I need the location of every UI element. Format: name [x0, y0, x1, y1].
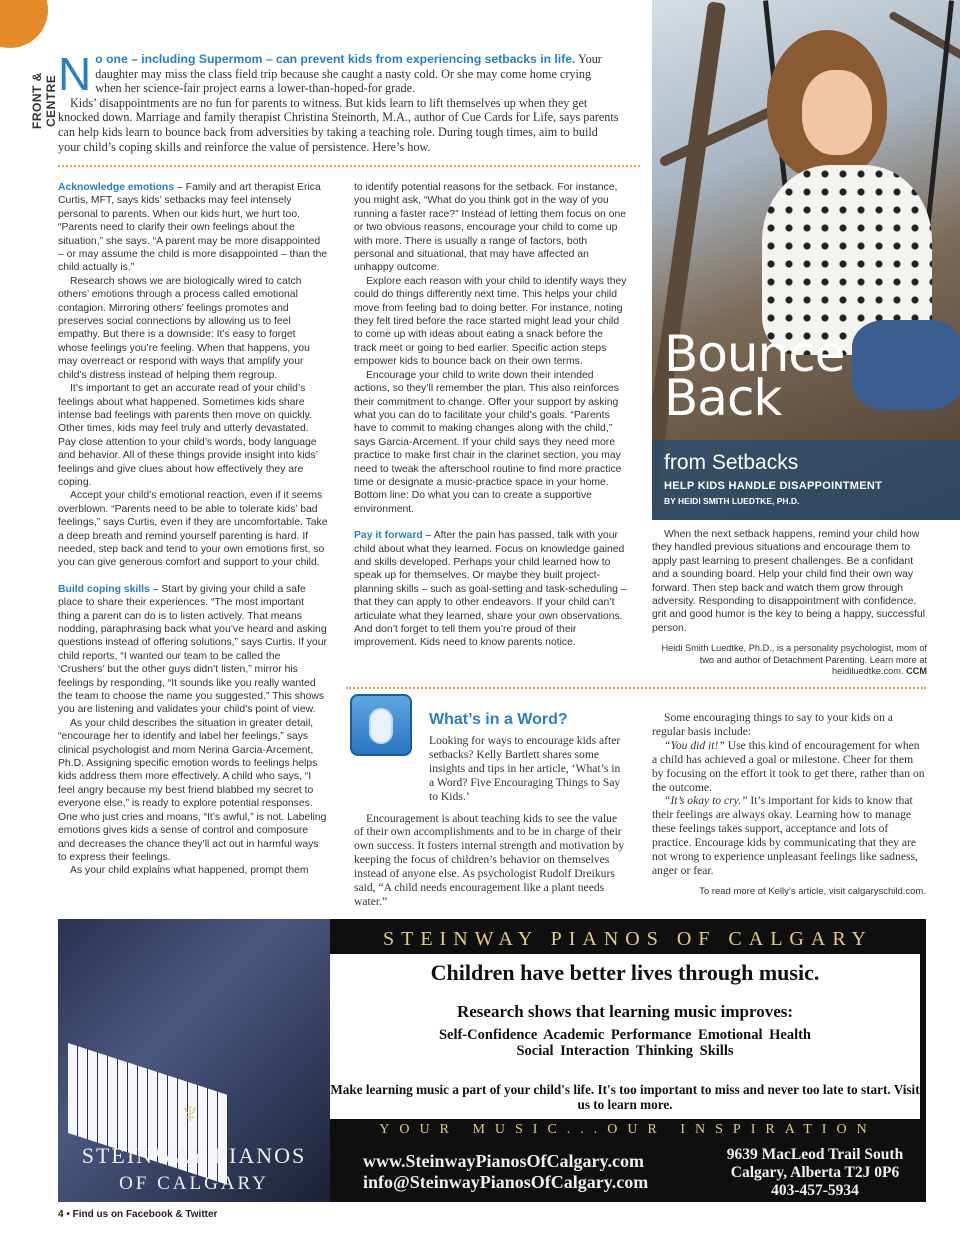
author-bio: Heidi Smith Luedtke, Ph.D., is a personality psychologist, mom of two and author of Detachment Parenting. Learn more at heidiluedtke.com. CCM: [661, 643, 927, 676]
paragraph: It’s important to get an accurate read of your child’s feelings about what happened. Sometimes kids share intense bad feelings with parents then move on quickly. Other times, kids may feel truly and utterly devastated. Pay close attention to your child’s words, body language and behavior. All of these things provide insight into kids’ feelings and give clues about how effectively they are coping.: [58, 383, 318, 488]
column-2: [354, 181, 628, 650]
paragraph: Research shows we are biologically wired to catch others’ emotions through a process called emotional contagion. Mirroring others’ feelings promotes and preserves social connections by allowing us to feel empathy. But there is a downside: It’s easy to forget whose feelings you’re feeling. When that happens, you may overreact or respond with ways that amplify your child’s distress instead of helping them regroup.: [58, 275, 310, 381]
paragraph: As your child explains what happened, prompt them: [70, 865, 309, 877]
ad-address: 9639 MacLeod Trail South Calgary, Alberta T2J 0P6 403-457-5934: [710, 1146, 920, 1200]
paragraph: As your child describes the situation in greater detail, “encourage her to identify and label her feelings,” says clinical psychologist and mom Nerina Garcia-Arcement, Ph.D. Assigning specific emotion words to feelings helps kids address them more effectively. A child who says, “I feel angry because my best friend blabbed my secret to everyone else,” is ready to explore potential responses. One who just cries and moans, “It’s awful,” is not. Labeling emotions gives kids a sense of control and composure and decreases the chance they’ll act out in harmful ways to express their feelings.: [58, 717, 327, 863]
sidebar-column-2: Some encouraging things to say to your kids on a regular basis include: “You did it!” Use this kind of encouragement for when a child has achieved a goal or milestone. Cheer for them by focusing on the effort it took to get there, rather than on the outcome. “It’s okay to cry.” It’s important for kids to know that their feelings are always okay. Learning how to manage these feelings takes support, acceptance and lots of practice. Encourage kids by communicating that they are not wrong to experience unpleasant feelings like sadness, anger or fear.: [652, 711, 927, 878]
paragraph: Encouragement is about teaching kids to see the value of their own accomplishments and to be in charge of their own success. It fosters internal strength and motivation by keeping the focus of children’s behavior on themselves instead of anyone else. As psychologist Rudolf Dreikurs said, “A child needs encouragement like a plant needs water.”: [354, 811, 625, 908]
ad-message-box: [330, 954, 920, 1119]
page-footer: 4 • Find us on Facebook & Twitter: [58, 1209, 218, 1220]
ad-website-link[interactable]: www.SteinwayPianosOfCalgary.com: [363, 1151, 644, 1171]
quote-you-did-it: “You did it!”: [664, 738, 725, 752]
intro-p1: Your daughter may miss the class field trip because she caught a nasty cold. Or she may come home crying when her science-fair project earns a lower-than-hoped-for grade.: [95, 52, 602, 96]
ad-phone: 403-457-5934: [771, 1182, 859, 1199]
divider: [58, 165, 640, 167]
paragraph: to identify potential reasons for the setback. For instance, you might ask, “What do you think got in the way of you running a faster race?” Instead of letting them focus on one or two obvious reasons, encourage your child to come up with more. There is usually a range of factors, both personal and situational, that may have affected an unhappy outcome.: [354, 182, 627, 274]
ad-headline: Children have better lives through music.: [430, 960, 820, 985]
paragraph: When the next setback happens, remind your child how they handled previous situations and encourage them to apply past learning to present challenges. Be a confidant and a sounding board. Help your child find their own way forward. Then step back and watch them grow through adversity. Responding to disappointment with confidence, grit and good humor is the key to being a happy, successful person.: [652, 529, 926, 634]
ad-logo: STEINWAY PIANOS OF CALGARY: [81, 1143, 307, 1194]
subhead-coping: Build coping skills –: [58, 583, 159, 595]
ad-email-link[interactable]: info@SteinwayPianosOfCalgary.com: [363, 1172, 649, 1192]
ad-benefits-2: Social Interaction Thinking Skills: [516, 1043, 734, 1059]
ad-cta: Make learning music a part of your child's life. It's too important to miss and never too late to start. Visit us to learn more.: [330, 1082, 920, 1112]
intro-lead: o one – including Supermom – can prevent kids from experiencing setbacks in life.: [95, 52, 576, 66]
column-1: [58, 181, 328, 878]
column-3: [652, 528, 927, 635]
subhead-pay-it-forward: Pay it forward –: [354, 530, 432, 542]
lyre-icon: ♆: [178, 1097, 202, 1130]
corner-accent: [0, 0, 48, 48]
paragraph: Accept your child’s emotional reaction, even if it seems overblown. “Parents need to be able to tolerate kids’ bad feelings,” says Curtis, even if they are uncomfortable. Take a deep breath and remind yourself parenting is hard. If needed, step back and tend to your own emotions first, so you can give generous comfort and support to your child.: [58, 490, 328, 569]
feature-kicker: HELP KIDS HANDLE DISAPPOINTMENT: [664, 480, 883, 492]
bio-tag: CCM: [906, 666, 927, 676]
sidebar-title: What’s in a Word?: [429, 711, 568, 728]
sidebar-column-1: [354, 734, 628, 909]
divider: [346, 687, 926, 689]
quote-okay-to-cry: “It’s okay to cry.”: [664, 794, 748, 808]
intro: [58, 48, 620, 154]
steinway-ad[interactable]: [58, 919, 926, 1202]
ad-tagline: YOUR MUSIC...OUR INSPIRATION: [379, 1122, 877, 1137]
feature-subtitle: from Setbacks: [664, 451, 799, 474]
paragraph: Family and art therapist Erica Curtis, MFT, says kids’ setbacks may feel intensely personal to parents. When our kids hurt, we hurt too. “Parents need to clarify their own feelings about the situation,” she says. “A parent may be more disappointed – or may assume the child is more disappointed – than the child actually is.”: [58, 182, 328, 274]
paragraph: After the pain has passed, talk with your child about what they learned. Focus on knowledge gained and skills developed. Perhaps your child learned how to speak up for themselves. Or maybe they built project-planning skills – such as goal-setting and task-scheduling – that they can apply to other endeavors. If your child can’t articulate what they learned, share your own observations. And don’t forget to tell them you’re proud of their improvement. Kids need to know parents notice.: [354, 530, 627, 649]
ad-research: Research shows that learning music improves:: [456, 1002, 794, 1021]
paragraph: Encourage your child to write down their intended actions, so they’ll remember the plan. This also reinforces their commitment to change. Offer your support by asking what you can do to facilitate your child’s goals. “Parents have to commit to making changes along with the child,” says Garcia-Arcement. If your child says they need more practice to make first chair in the clarinet section, you may need to tweak the afterschool routine to find more practice time or designate a music-practice space in your home. Bottom line: Do what you can to create a supportive environment.: [354, 369, 622, 515]
ad-header: STEINWAY PIANOS OF CALGARY: [383, 928, 873, 950]
paragraph: Explore each reason with your child to identify ways they could do things differently next time. This helps your child move from feeling bad to doing better. For instance, noting they felt tired before the race started might lead your child to come up with ideas about eating a snack before the track meet or going to bed earlier. Specific action steps empower kids to bounce back on their own terms.: [354, 275, 627, 368]
ad-contact[interactable]: [363, 1151, 648, 1193]
feature-byline: BY HEIDI SMITH LUEDTKE, PH.D.: [664, 496, 800, 506]
feature-title: Bounce Back: [664, 325, 845, 427]
paragraph: Looking for ways to encourage kids after setbacks? Kelly Bartlett shares some insights and tips in her article, ‘What’s in a Word? Five Encouraging Things to Say to Kids.’: [429, 734, 621, 803]
section-tab: FRONT & CENTRE: [30, 72, 58, 130]
ad-benefits-1: Self-Confidence Academic Performance Emotional Health: [438, 1027, 811, 1043]
intro-p2: Kids’ disappointments are no fun for parents to witness. But kids learn to lift themselves up when they get knocked down. Marriage and family therapist Christina Steinorth, M.A., author of Cue Cards for Life, says parents can help kids learn to bounce back from adversities by taking a teaching role. During tough times, aim to build your child’s coping skills and reinforce the value of persistence. Here’s how.: [58, 95, 619, 154]
paragraph: Some encouraging things to say to your kids on a regular basis include:: [652, 711, 893, 738]
sidebar-note: To read more of Kelly’s article, visit calgaryschild.com.: [699, 886, 926, 897]
subhead-acknowledge: Acknowledge emotions –: [58, 182, 183, 193]
dropcap: N: [58, 48, 92, 100]
paragraph: Start by giving your child a safe place to share their experiences. “The most important thing a parent can do is to listen actively. That means nodding, paraphrasing back what you’ve heard and asking questions instead of offering solutions,” says Curtis. If your child reports, “I wanted our team to be called the ‘Crushers’ but the other guys didn’t listen,” mirror his feelings by responding, “It sounds like you really wanted the team to choose the name you suggested.” This shows you are listening and validates your child’s point of view.: [58, 583, 327, 716]
